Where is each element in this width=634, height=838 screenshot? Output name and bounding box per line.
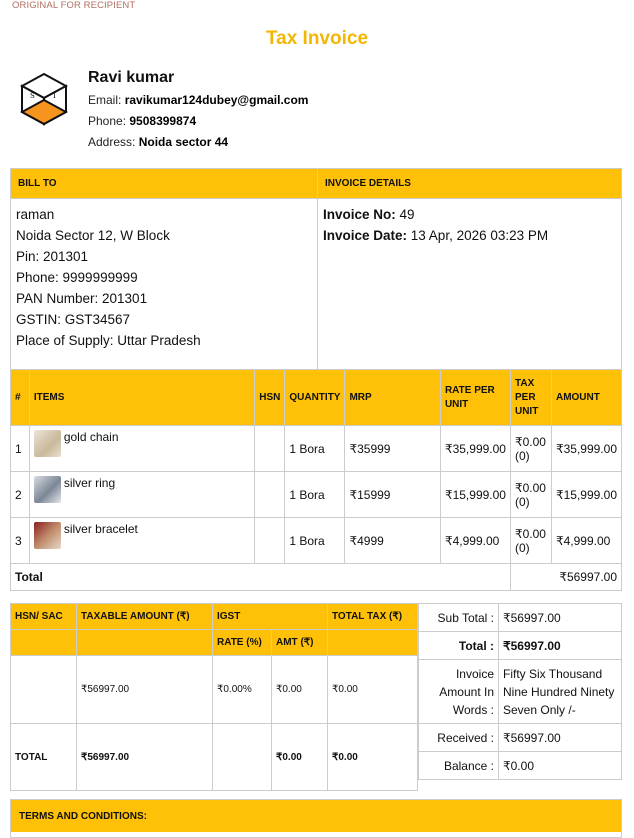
invoice-title: Tax Invoice — [265, 28, 369, 49]
item-image — [34, 476, 61, 503]
amount-words-value: Fifty Six Thousand Nine Hundred Ninety Seven Only /- — [499, 660, 622, 724]
items-total-row — [11, 564, 622, 591]
col-header: QUANTITY — [285, 370, 345, 426]
bill-to-details — [11, 199, 318, 383]
item-no: 3 — [11, 518, 30, 564]
customer-pin: Pin: 201301 — [16, 249, 89, 264]
invoice-details — [318, 199, 622, 383]
seller-phone: Phone: 9508399874 — [88, 114, 197, 128]
item-hsn — [255, 426, 285, 472]
place-of-supply: Place of Supply: Uttar Pradesh — [16, 333, 201, 348]
table-row — [11, 518, 622, 564]
tax-amt: ₹0.00 — [272, 656, 328, 724]
summary-table — [418, 603, 622, 780]
seller-info — [88, 69, 308, 156]
item-image — [34, 430, 61, 457]
item-name-cell — [29, 518, 254, 564]
total-tax-subheader — [328, 630, 418, 656]
item-tax: ₹0.00 (0) — [510, 518, 551, 564]
terms-section — [10, 799, 622, 838]
item-amount: ₹35,999.00 — [551, 426, 621, 472]
copy-label: ORIGINAL FOR RECIPIENT — [12, 0, 136, 11]
seller-name: Ravi kumar — [88, 69, 175, 86]
company-logo — [20, 72, 68, 126]
total-value: ₹56997.00 — [499, 632, 622, 660]
amount-words-label: Invoice Amount In Words : — [419, 660, 499, 724]
igst-header: IGST — [213, 604, 328, 630]
invoice-details-heading: INVOICE DETAILS — [318, 169, 622, 199]
tax-total-row — [11, 724, 418, 791]
item-mrp: ₹15999 — [345, 472, 440, 518]
taxable-subheader — [77, 630, 213, 656]
item-tax: ₹0.00 (0) — [510, 472, 551, 518]
col-header: # — [11, 370, 30, 426]
item-name-cell — [29, 472, 254, 518]
bill-to-heading: BILL TO — [11, 169, 318, 199]
item-qty: 1 Bora — [285, 472, 345, 518]
tax-total-taxable: ₹56997.00 — [77, 724, 213, 791]
invoice-date: Invoice Date: 13 Apr, 2026 03:23 PM — [323, 228, 549, 243]
item-rate: ₹35,999.00 — [440, 426, 510, 472]
item-qty: 1 Bora — [285, 426, 345, 472]
table-row — [11, 656, 418, 724]
col-header: TAX PER UNIT — [510, 370, 551, 426]
customer-gstin: GSTIN: GST34567 — [16, 312, 131, 327]
tax-summary-table — [10, 603, 418, 791]
table-row — [11, 426, 622, 472]
table-row — [11, 472, 622, 518]
item-mrp: ₹4999 — [345, 518, 440, 564]
col-header: MRP — [345, 370, 440, 426]
total-tax-header: TOTAL TAX (₹) — [328, 604, 418, 630]
item-hsn — [255, 472, 285, 518]
bill-to-table — [10, 168, 622, 383]
item-name: gold chain — [63, 430, 119, 444]
customer-phone: Phone: 9999999999 — [16, 270, 138, 285]
subtotal-label: Sub Total : — [419, 604, 499, 632]
item-amount: ₹15,999.00 — [551, 472, 621, 518]
item-rate: ₹15,999.00 — [440, 472, 510, 518]
igst-amt-header: AMT (₹) — [272, 630, 328, 656]
subtotal-value: ₹56997.00 — [499, 604, 622, 632]
igst-rate-header: RATE (%) — [213, 630, 272, 656]
taxable-amount-header: TAXABLE AMOUNT (₹) — [77, 604, 213, 630]
terms-heading: TERMS AND CONDITIONS: — [11, 800, 621, 832]
customer-name: raman — [16, 207, 55, 222]
tax-rate: ₹0.00% — [213, 656, 272, 724]
item-rate: ₹4,999.00 — [440, 518, 510, 564]
invoice-number: Invoice No: 49 — [323, 207, 415, 222]
col-header: RATE PER UNIT — [440, 370, 510, 426]
tax-total-label: TOTAL — [11, 724, 77, 791]
item-image — [34, 522, 61, 549]
svg-text:I: I — [53, 92, 56, 100]
customer-pan: PAN Number: 201301 — [16, 291, 148, 306]
items-total-amount: ₹56997.00 — [510, 564, 621, 591]
item-name: silver ring — [63, 476, 116, 490]
hsn-sac-header: HSN/ SAC — [11, 604, 77, 630]
hsn-subheader — [11, 630, 77, 656]
seller-address: Address: Noida sector 44 — [88, 135, 229, 149]
col-header: AMOUNT — [551, 370, 621, 426]
item-tax: ₹0.00 (0) — [510, 426, 551, 472]
items-total-label: Total — [11, 564, 511, 591]
item-name: silver bracelet — [63, 522, 138, 536]
items-table — [10, 369, 622, 591]
balance-label: Balance : — [419, 752, 499, 780]
item-no: 2 — [11, 472, 30, 518]
item-qty: 1 Bora — [285, 518, 345, 564]
item-no: 1 — [11, 426, 30, 472]
item-mrp: ₹35999 — [345, 426, 440, 472]
item-amount: ₹4,999.00 — [551, 518, 621, 564]
received-label: Received : — [419, 724, 499, 752]
tax-total-rate — [213, 724, 272, 791]
balance-value: ₹0.00 — [499, 752, 622, 780]
total-label: Total : — [419, 632, 499, 660]
tax-taxable: ₹56997.00 — [77, 656, 213, 724]
tax-total-tax: ₹0.00 — [328, 724, 418, 791]
tax-total: ₹0.00 — [328, 656, 418, 724]
col-header: HSN — [255, 370, 285, 426]
item-hsn — [255, 518, 285, 564]
customer-street: Noida Sector 12, W Block — [16, 228, 170, 243]
col-header: ITEMS — [29, 370, 254, 426]
received-value: ₹56997.00 — [499, 724, 622, 752]
seller-email: Email: ravikumar124dubey@gmail.com — [88, 93, 309, 107]
tax-hsn — [11, 656, 77, 724]
tax-total-amt: ₹0.00 — [272, 724, 328, 791]
svg-text:S: S — [30, 92, 35, 100]
item-name-cell — [29, 426, 254, 472]
